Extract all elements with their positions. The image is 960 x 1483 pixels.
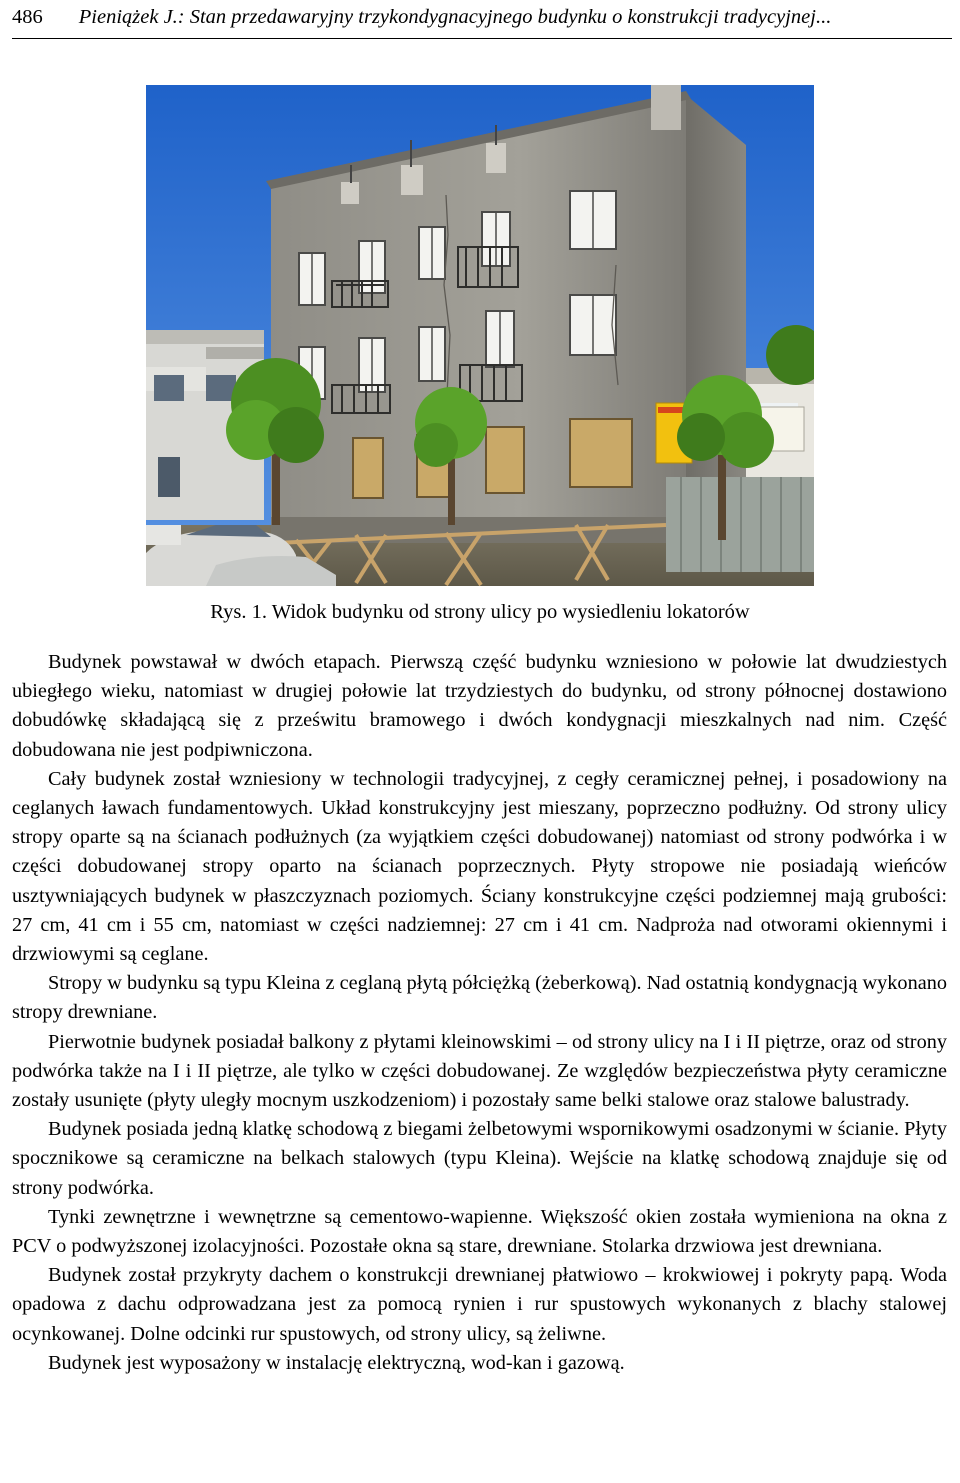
paragraph: Budynek został przykryty dachem o konstrukcji drewnianej płatwiowo – krokwiowej i pokryty papą. Woda opadowa z dachu odprowadzana jest za pomocą rynien i rur spustowych wykonanych z blachy stalowej ocynkowanej. Dolne odcinki rur spustowych, od strony ulicy, są żeliwne. xyxy=(12,1264,947,1345)
body-text xyxy=(12,648,947,1378)
running-header xyxy=(12,0,952,34)
page-number: 486 xyxy=(12,6,43,28)
paragraph: Budynek jest wyposażony w instalację elektryczną, wod-kan i gazową. xyxy=(48,1351,625,1374)
paragraph: Cały budynek został wzniesiony w technologii tradycyjnej, z cegły ceramicznej pełnej, i posadowiony na ceglanych ławach fundamentowych. Układ konstrukcyjny jest mieszany, poprzeczno podłużny. Od strony ulicy stropy oparte są na ścianach podłużnych (za wyjątkiem części dobudowanej) natomiast od strony podwórka i w części dobudowanej stropy oparto na ścianach poprzecznych. Płyty stropowe nie posiadają wieńców usztywniających budynek w płaszczyznach poziomych. Ściany konstrukcyjne części podziemnej mają grubości: 27 cm, 41 cm i 55 cm, natomiast w części nadziemnej: 27 cm i 41 cm. Nadproża nad otworami okiennymi i drzwiowymi są ceglane. xyxy=(12,767,947,966)
running-title: Pieniążek J.: Stan przedawaryjny trzykondygnacyjnego budynku o konstrukcji tradycyjnej... xyxy=(78,6,832,28)
figure-caption: Rys. 1. Widok budynku od strony ulicy po wysiedleniu lokatorów xyxy=(210,601,750,623)
paragraph: Stropy w budynku są typu Kleina z ceglaną płytą półciężką (żeberkową). Nad ostatnią kondygnacją wykonano stropy drewniane. xyxy=(12,972,947,1024)
paragraph: Pierwotnie budynek posiadał balkony z płytami kleinowskimi – od strony ulicy na I i II piętrze, oraz od strony podwórka także na I i II piętrze, ale tylko w części dobudowanej. Ze względów bezpieczeństwa płyty ceramiczne zostały usunięte (płyty uległy mocnym uszkodzeniom) i pozostały same belki stalowe oraz stalowe balustrady. xyxy=(12,1030,947,1112)
paragraph: Tynki zewnętrzne i wewnętrzne są cementowo-wapienne. Większość okien została wymieniona na okna z PCV o podwyższonej izolacyjności. Pozostałe okna są stare, drewniane. Stolarka drzwiowa jest drewniana. xyxy=(12,1205,947,1258)
paragraph: Budynek powstawał w dwóch etapach. Pierwszą część budynku wzniesiono w połowie lat dwudziestych ubiegłego wieku, natomiast w drugiej połowie lat trzydziestych do budynku, od strony północnej dostawiono dobudówkę składającą się z prześwitu bramowego i dwóch kondygnacji mieszkalnych nad nim. Część dobudowana nie jest podpiwniczona. xyxy=(12,651,947,761)
building-side-wall xyxy=(686,95,746,540)
construction-fence xyxy=(666,477,814,572)
header-rule xyxy=(12,38,952,39)
building-photo xyxy=(146,85,814,586)
paragraph: Budynek posiada jedną klatkę schodową z biegami żelbetowymi wspornikowymi osadzonymi w ścianie. Płyty spocznikowe są ceramiczne na belkach stalowych (typu Kleina). Wejście na klatkę schodową znajduje się od strony podwórka. xyxy=(12,1118,947,1199)
